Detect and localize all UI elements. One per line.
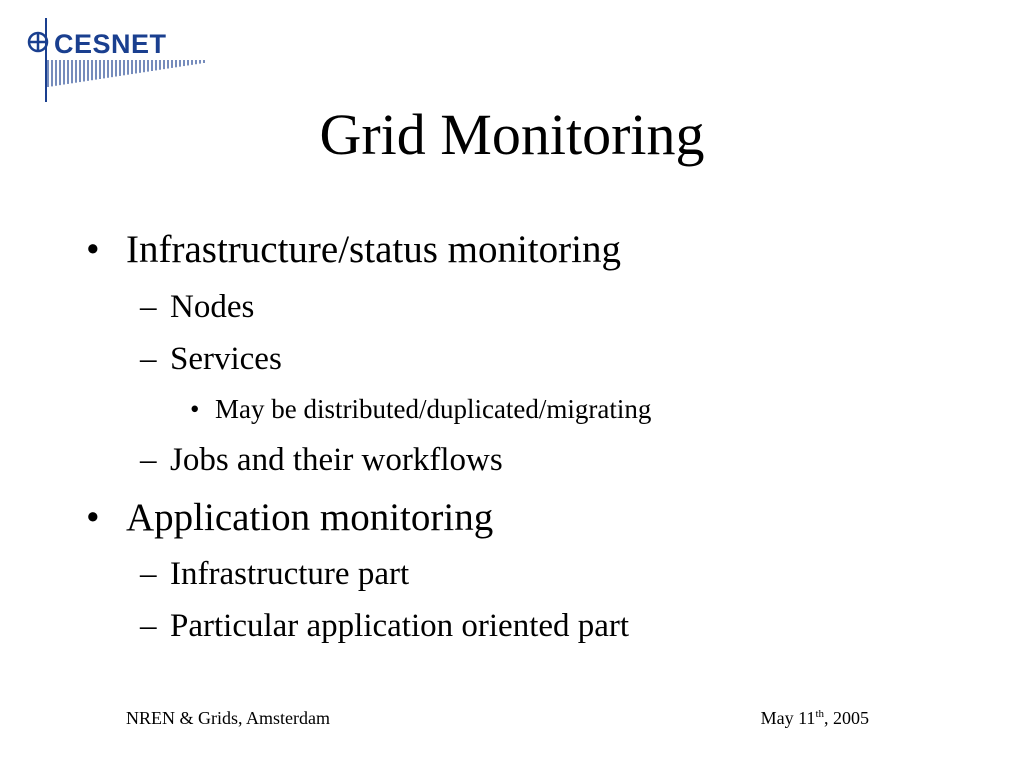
list-item-text: May be distributed/duplicated/migrating (215, 394, 652, 424)
cesnet-logo (16, 14, 206, 106)
dash-marker: – (140, 289, 157, 325)
dash-marker: – (140, 608, 157, 644)
bullet-marker: • (86, 228, 100, 271)
list-item (86, 226, 621, 274)
slide-title: Grid Monitoring (319, 102, 705, 167)
list-item-text: Services (170, 341, 282, 377)
list-item-text: Nodes (170, 289, 255, 325)
list-item (86, 494, 493, 542)
list-item (140, 339, 282, 379)
bullet-marker: • (86, 496, 100, 539)
list-item-text: Application monitoring (126, 496, 494, 539)
footer-date-prefix: May 11 (760, 708, 816, 728)
list-item (190, 392, 651, 426)
footer-left: NREN & Grids, Amsterdam (126, 708, 330, 728)
cesnet-logo-graphic (16, 14, 206, 106)
list-item-text: Infrastructure part (170, 556, 410, 592)
footer-right (761, 707, 869, 729)
list-item-text: Infrastructure/status monitoring (126, 228, 621, 271)
dash-marker: – (140, 442, 157, 478)
list-item (140, 554, 409, 594)
list-item (140, 440, 503, 480)
footer-date-suffix: , 2005 (824, 708, 869, 728)
list-item (140, 287, 254, 327)
list-item-text: Particular application oriented part (170, 608, 630, 644)
bullet-marker: • (190, 394, 200, 424)
list-item-text: Jobs and their workflows (170, 442, 503, 478)
dash-marker: – (140, 556, 157, 592)
dash-marker: – (140, 341, 157, 377)
list-item (140, 606, 629, 646)
logo-text: CESNET (54, 29, 167, 59)
footer-date-superscript: th (815, 708, 824, 720)
